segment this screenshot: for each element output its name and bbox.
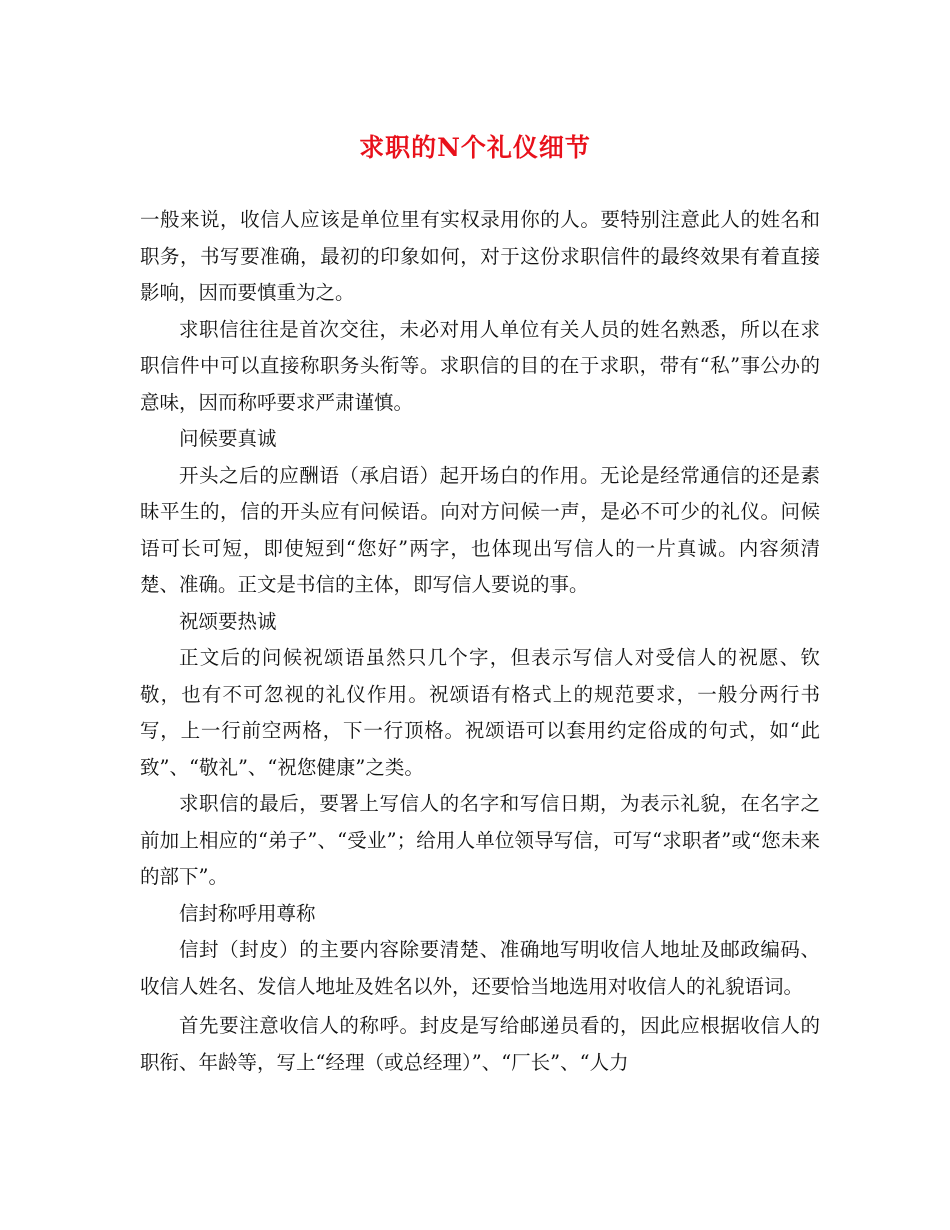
section-heading-blessing: 祝颂要热诚 (179, 609, 277, 633)
paragraph-blessing: 正文后的问候祝颂语虽然只几个字，但表示写信人对受信人的祝愿、钦敬，也有不可忽视的礼仪作用。祝颂语有格式上的规范要求，一般分两行书写，上一行前空两格，下一行顶格。祝颂语可以套用约定俗成的句式，如“此致”、“敬礼”、“祝您健康”之类。 (140, 646, 820, 779)
section-heading-greeting: 问候要真诚 (179, 427, 277, 450)
paragraph-envelope: 信封（封皮）的主要内容除要清楚、准确地写明收信人地址及邮政编码、收信人姓名、发信人地址及姓名以外，还要恰当地选用对收信人的礼貌语词。 (140, 938, 820, 998)
paragraph-greeting: 开头之后的应酬语（承启语）起开场白的作用。无论是经常通信的还是素昧平生的，信的开头应有问候语。向对方问候一声，是必不可少的礼仪。问候语可长可短，即使短到“您好”两字，也体现出写信人的一片真诚。内容须清楚、准确。正文是书信的主体，即写信人要说的事。 (140, 463, 820, 596)
document-body (140, 202, 820, 1081)
paragraph-salutation: 求职信往往是首次交往，未必对用人单位有关人员的姓名熟悉，所以在求职信件中可以直接称职务头衔等。求职信的目的在于求职，带有“私”事公办的意味，因而称呼要求严肃谨慎。 (140, 317, 820, 414)
section-heading-envelope: 信封称呼用尊称 (179, 901, 316, 925)
paragraph-intro: 一般来说，收信人应该是单位里有实权录用你的人。要特别注意此人的姓名和职务，书写要准确，最初的印象如何，对于这份求职信件的最终效果有着直接影响，因而要慎重为之。 (140, 208, 820, 304)
paragraph-signature: 求职信的最后，要署上写信人的名字和写信日期，为表示礼貌，在名字之前加上相应的“弟子”、“受业”；给用人单位领导写信，可写“求职者”或“您未来的部下”。 (140, 792, 820, 888)
document-title: 求职的N个礼仪细节 (359, 133, 591, 162)
paragraph-recipient-title: 首先要注意收信人的称呼。封皮是写给邮递员看的，因此应根据收信人的职衔、年龄等，写上“经理（或总经理）”、“厂长”、“人力 (140, 1014, 820, 1074)
